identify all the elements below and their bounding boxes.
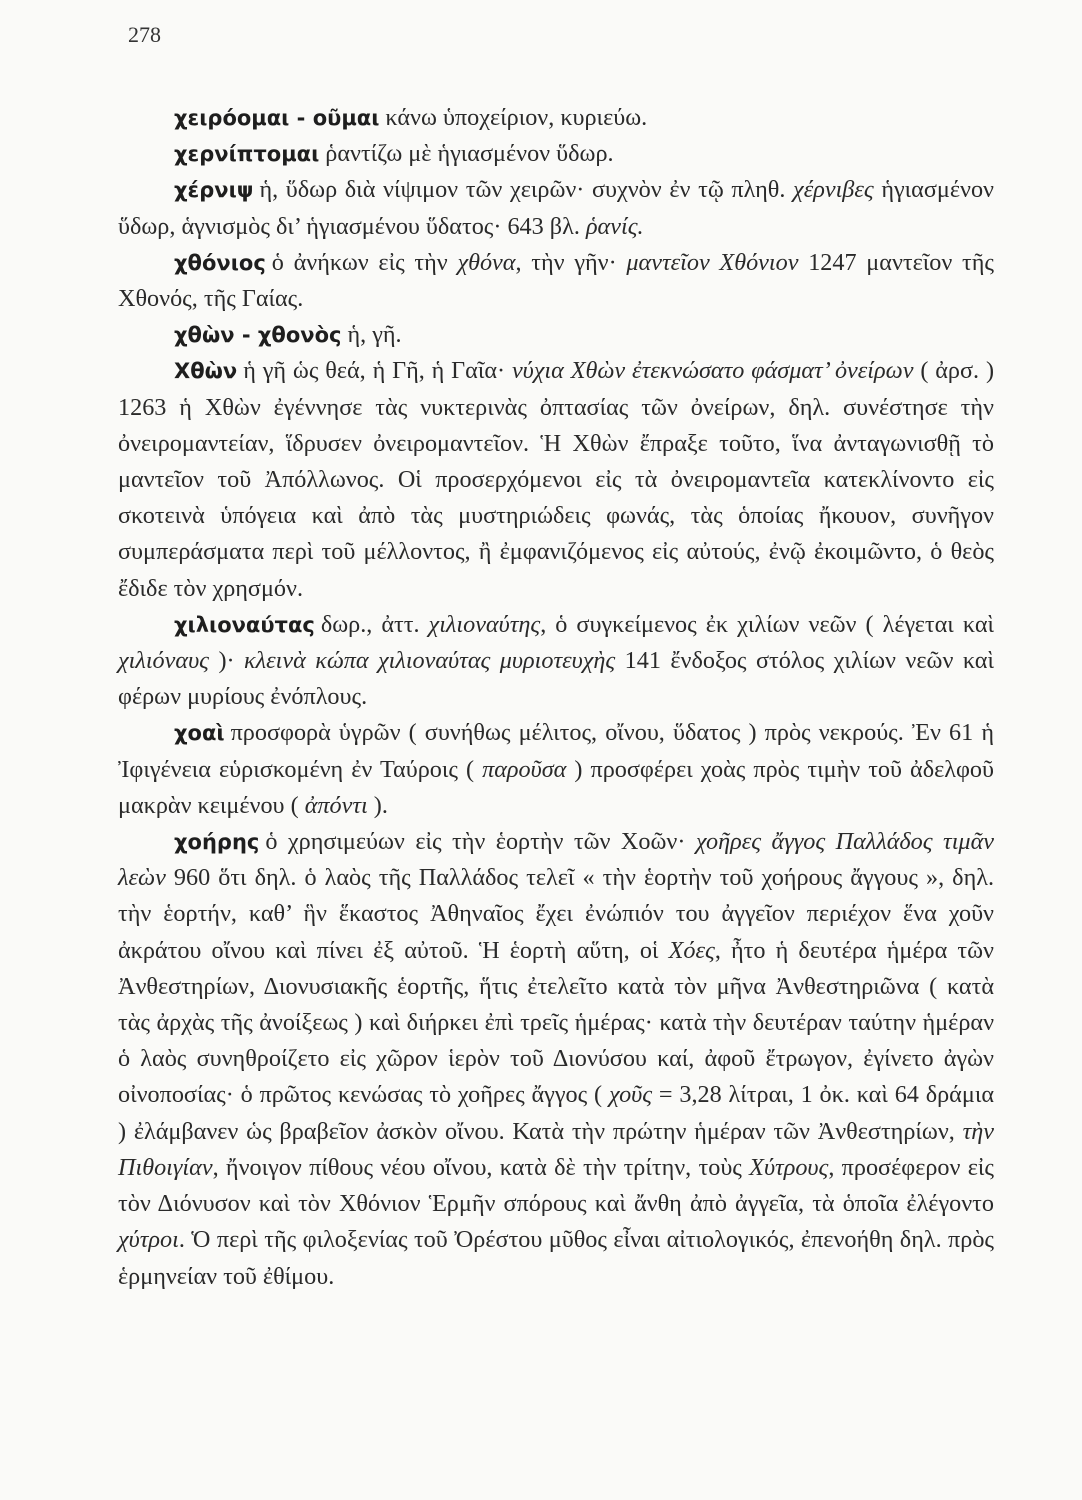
entry-text: , ἤνοιγον πίθους νέου οἴνου, κατὰ δὲ τὴν τρίτην, τοὺς [212, 1153, 750, 1181]
entry-text: προσφορὰ ὑγρῶν ( συνήθως μέλιτος, οἴνου, ὕδατος ) πρὸς νεκρούς. Ἐν 61 ἡ Ἰφιγένεια εὑρισκομένη ἐν Ταύροις ( [118, 719, 994, 783]
lexicon-entry [118, 607, 994, 716]
entry-italic-text: χύτροι [118, 1226, 179, 1254]
entry-text: 141 ἔνδοξος στόλος χιλίων νεῶν καὶ φέρων μυρίους ἐνόπλους. [118, 647, 994, 711]
entry-text: 960 ὅτι δηλ. ὁ λαὸς τῆς Παλλάδος τελεῖ « τὴν ἑορτὴν τοῦ χοήρους ἄγγους », δηλ. τὴν ἑορτήν, καθ’ ἣν ἕκαστος Ἀθηναῖος ἔχει ἐνώπιόν του ἀγγεῖον περιέχον ἕνα χοῦν ἀκράτου οἴνου καὶ πίνει ἐξ αὐτοῦ. Ἡ ἑορτὴ αὕτη, οἱ [118, 864, 994, 964]
entry-italic-text: μαντεῖον Χθόνιον [626, 248, 799, 276]
entry-headword: χερνίπτομαι [174, 142, 320, 167]
entry-headword: χέρνιψ [174, 178, 254, 203]
entry-italic-text: Χόες [668, 936, 715, 964]
lexicon-entry [118, 100, 994, 136]
lexicon-entry [118, 715, 994, 824]
entry-text: , προσέφερον εἰς τὸν Διόνυσον καὶ τὸν Χθόνιον Ἑρμῆν σπόρους καὶ ἄνθη ἀπὸ ἀγγεῖα, τὰ ὁποῖα ἐλέγοντο [118, 1153, 994, 1218]
lexicon-entry [118, 172, 994, 244]
entry-text: ). [367, 791, 388, 819]
entry-italic-text: κλεινὰ κώπα χιλιοναύτας μυριοτευχὴς [244, 647, 616, 675]
entry-headword: χιλιοναύτας [174, 612, 315, 637]
entry-italic-text: χέρνιβες [793, 176, 874, 204]
entry-text: ( ἀρσ. ) 1263 ἡ Χθὼν ἐγέννησε τὰς νυκτερινὰς ὀπτασίας τῶν ὀνείρων, δηλ. συνέστησε τὴν ὀνειρομαντείαν, ἵδρυσεν ὀνειρομαντεῖον. Ἡ Χθὼν ἔπραξε τοῦτο, ἵνα ἀνταγωνισθῇ τὸ μαντεῖον τοῦ Ἀπόλλωνος. Οἱ προσερχόμενοι εἰς τὰ ὀνειρομαντεῖα κατεκλίνοντο εἰς σκοτεινὰ ὑπόγεια καὶ ἀπὸ τὰς μυστηριώδεις φωνάς, τὰς ὁποίας ἤκουον, συνῆγον συμπεράσματα περὶ τοῦ μέλλοντος, ἢ ἐμφανιζόμενος εἰς αὐτούς, ἐνῷ ἐκοιμῶντο, ὁ θεὸς ἔδιδε τὸν χρησμόν. [118, 357, 995, 602]
entry-headword: χθὼν - χθονὸς [174, 323, 342, 348]
lexicon-entry [118, 353, 994, 606]
entry-italic-text: Χύτρους [749, 1153, 829, 1181]
entry-text: ὁ ἀνήκων εἰς τὴν [271, 248, 458, 276]
entry-headword: χθόνιος [174, 250, 266, 275]
lexicon-entry [118, 824, 994, 1295]
entry-text: δωρ., ἀττ. [320, 610, 429, 638]
entry-text: ἡ, ὕδωρ διὰ νίψιμον τῶν χειρῶν· συχνὸν ἐν τῷ πληθ. [259, 176, 794, 204]
entry-italic-text: τὴν Πιθοιγίαν [118, 1117, 994, 1181]
entry-italic-text: χοῦς [608, 1081, 653, 1109]
entry-headword: χοήρης [174, 830, 260, 855]
entry-italic-text: χθόνα [457, 248, 516, 276]
entry-text: )· [209, 647, 245, 675]
entry-text: ἡγιασμένον ὕδωρ, ἁγνισμὸς δι’ ἡγιασμένου ὕδατος· 643 βλ. [118, 176, 994, 240]
entry-text: ὁ χρησιμεύων εἰς τὴν ἑορτὴν τῶν Χοῶν· [265, 828, 696, 856]
entry-italic-text: νύχια Χθὼν ἐτεκνώσατο φάσματ’ ὀνείρων [511, 357, 914, 385]
entry-italic-text: ἀπόντι [304, 791, 368, 819]
entry-italic-text: ῥανίς. [585, 212, 644, 240]
entry-text: , ὁ συγκείμενος ἐκ χιλίων νεῶν ( λέγεται καὶ [540, 610, 994, 638]
entry-italic-text: χιλιοναύτης [428, 610, 541, 638]
entry-headword: χοαὶ [174, 721, 225, 746]
lexicon-entries [118, 100, 994, 1295]
entry-text: . Ὁ περὶ τῆς φιλοξενίας τοῦ Ὀρέστου μῦθος εἶναι αἰτιολογικός, ἐπενοήθη δηλ. πρὸς ἑρμηνείαν τοῦ ἐθίμου. [118, 1226, 994, 1290]
entry-text: , ἦτο ἡ δευτέρα ἡμέρα τῶν Ἀνθεστηρίων, Διονυσιακῆς ἑορτῆς, ἥτις ἐτελεῖτο κατὰ τὸν μῆνα Ἀνθεστηριῶνα ( κατὰ τὰς ἀρχὰς τῆς ἀνοίξεως ) καὶ διήρκει ἐπὶ τρεῖς ἡμέρας· κατὰ τὴν δευτέραν ταύτην ἡμέραν ὁ λαὸς συνηθροίζετο εἰς χῶρον ἱερὸν τοῦ Διονύσου καί, ἀφοῦ ἔτρωγον, ἐγίνετο ἀγὼν οἰνοποσίας· ὁ πρῶτος κενώσας τὸ χοῆρες ἄγγος ( [118, 936, 994, 1109]
entry-italic-text: χοῆρες ἄγγος Παλλάδος τιμᾶν λεὼν [118, 828, 994, 892]
entry-italic-text: χιλιόναυς [118, 647, 209, 675]
entry-text: 1247 μαντεῖον τῆς Χθονός, τῆς Γαίας. [118, 248, 994, 313]
lexicon-entry [118, 317, 994, 353]
entry-text: ἡ γῆ ὡς θεά, ἡ Γῆ, ἡ Γαῖα· [243, 357, 512, 385]
entry-text: κάνω ὑποχείριον, κυριεύω. [385, 104, 648, 131]
entry-text: ) προσφέρει χοὰς πρὸς τιμὴν τοῦ ἀδελφοῦ μακρὰν κειμένου ( [118, 755, 995, 819]
entry-text: ἡ, γῆ. [347, 321, 402, 349]
lexicon-entry [118, 136, 994, 172]
page-number: 278 [128, 22, 161, 47]
entry-text: = 3,28 λίτραι, 1 ὀκ. καὶ 64 δράμια ) ἐλάμβανεν ὡς βραβεῖον ἀσκὸν οἴνου. Κατὰ τὴν πρώτην ἡμέραν τῶν Ἀνθεστηρίων, [118, 1081, 994, 1145]
entry-text: ῥαντίζω μὲ ἡγιασμένον ὕδωρ. [325, 140, 614, 168]
entry-headword: Χθὼν [174, 359, 238, 384]
lexicon-entry [118, 245, 994, 317]
entry-text: , τὴν γῆν· [515, 248, 627, 276]
entry-headword: χειρόομαι - οῦμαι [174, 106, 380, 130]
entry-italic-text: παροῦσα [482, 755, 567, 783]
